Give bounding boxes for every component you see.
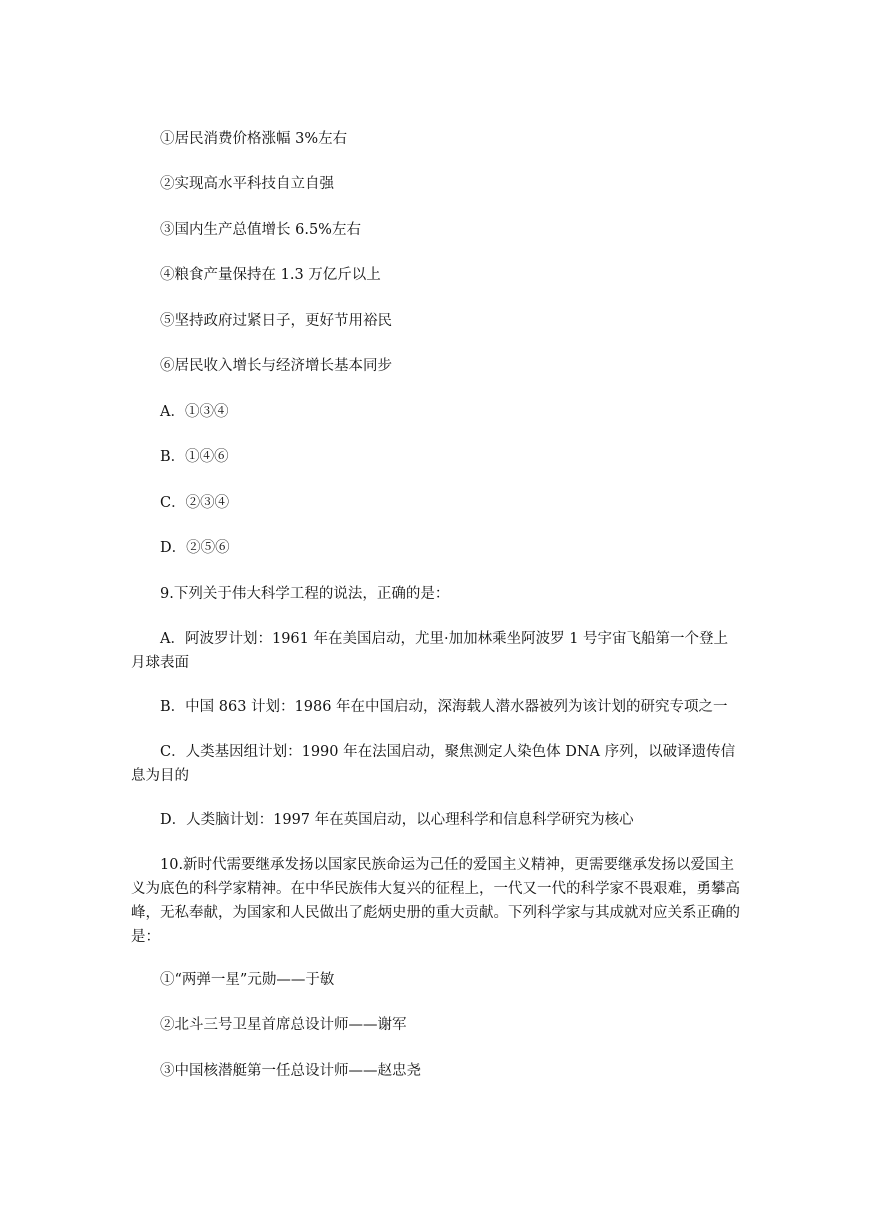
item-4: ④粮食产量保持在 1.3 万亿斤以上 — [160, 267, 381, 283]
q9-option-a: A．阿波罗计划：1961 年在美国启动，尤里·加加林乘坐阿波罗 1 号宇宙飞船第一个登上月球表面 — [131, 631, 729, 671]
item-1: ①居民消费价格涨幅 3%左右 — [160, 131, 348, 147]
q9-option-c: C．人类基因组计划：1990 年在法国启动，聚焦测定人染色体 DNA 序列，以破译遗传信息为目的 — [131, 744, 736, 784]
q10-item-1: ①“两弹一星”元勋——于敏 — [160, 972, 335, 988]
item-6: ⑥居民收入增长与经济增长基本同步 — [160, 358, 392, 374]
q8-option-a: A．①③④ — [160, 404, 229, 420]
q9-option-b: B．中国 863 计划：1986 年在中国启动，深海载人潜水器被列为该计划的研究专项之一 — [160, 699, 728, 715]
q10-stem: 10.新时代需要继承发扬以国家民族命运为己任的爱国主义精神，更需要继承发扬以爱国主义为底色的科学家精神。在中华民族伟大复兴的征程上，一代又一代的科学家不畏艰难，勇攀高峰，无私奉献，为国家和人民做出了彪炳史册的重大贡献。下列科学家与其成就对应关系正确的是： — [131, 857, 740, 945]
item-2: ②实现高水平科技自立自强 — [160, 176, 334, 192]
item-3: ③国内生产总值增长 6.5%左右 — [160, 222, 361, 238]
q10-item-2: ②北斗三号卫星首席总设计师——谢军 — [160, 1017, 407, 1033]
q8-option-c: C．②③④ — [160, 495, 230, 511]
q8-option-b: B．①④⑥ — [160, 449, 229, 465]
q9-option-d: D．人类脑计划：1997 年在英国启动，以心理科学和信息科学研究为核心 — [160, 812, 634, 828]
q8-option-d: D．②⑤⑥ — [160, 540, 230, 556]
item-5: ⑤坚持政府过紧日子，更好节用裕民 — [160, 313, 392, 329]
q10-item-3: ③中国核潜艇第一任总设计师——赵忠尧 — [160, 1063, 421, 1079]
q9-stem: 9.下列关于伟大科学工程的说法，正确的是： — [160, 586, 450, 602]
